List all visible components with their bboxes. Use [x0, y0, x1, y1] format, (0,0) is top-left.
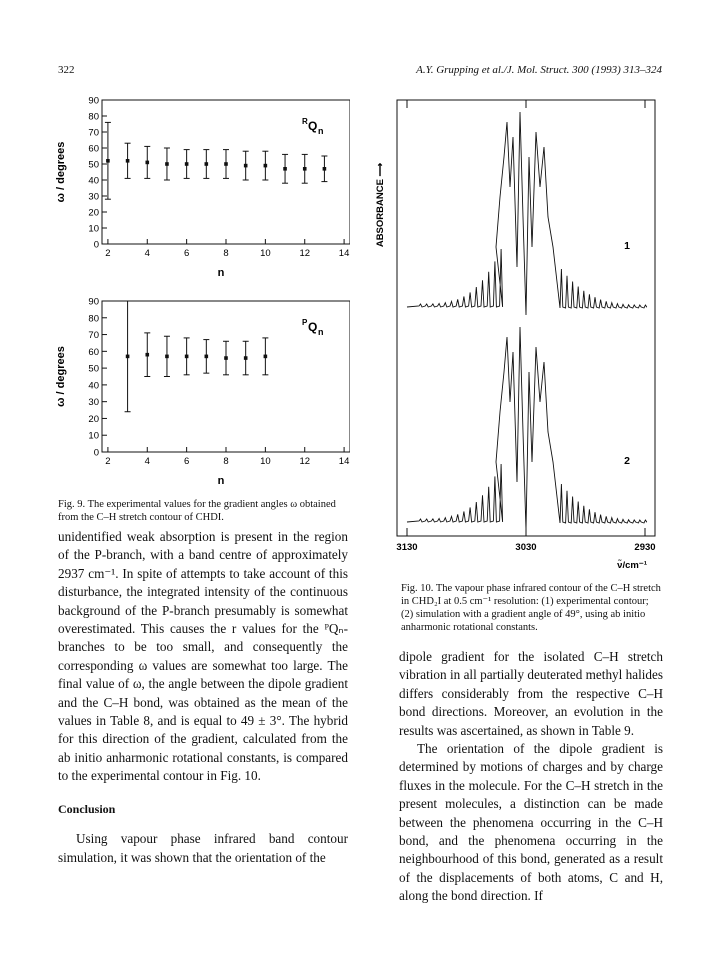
conclusion-heading: Conclusion	[58, 801, 116, 816]
y-tick-label: 10	[88, 430, 99, 442]
fig9-caption: Fig. 9. The experimental values for the gradient angles ω obtained from the C–H stretch contour of CHDI.	[58, 499, 336, 523]
x-tick-label: 3030	[515, 542, 537, 553]
data-point	[106, 159, 110, 163]
spectrum-experimental	[407, 112, 647, 315]
x-tick-label: 14	[338, 248, 350, 259]
y-tick-label: 80	[88, 313, 99, 325]
y-tick-label: 0	[93, 239, 99, 251]
plot-p-branch	[55, 297, 350, 488]
data-point	[283, 167, 287, 171]
spectrum-simulated	[407, 327, 647, 530]
right-body-text	[399, 648, 663, 906]
spectra-frame	[397, 100, 655, 536]
x-tick-label: 8	[223, 248, 229, 259]
y-tick-label: 90	[88, 296, 99, 308]
data-point	[205, 355, 209, 359]
page-number: 322	[58, 64, 75, 76]
x-tick-label: 2930	[634, 542, 656, 553]
y-tick-label: 20	[88, 413, 99, 425]
branch-label-sub: n	[318, 126, 324, 136]
spectrum-simulated-label: 2	[624, 455, 630, 467]
y-axis-label: ABSORBANCE ⟶	[375, 162, 386, 248]
running-head: A.Y. Grupping et al./J. Mol. Struct. 300 (1993) 313–324	[416, 64, 662, 76]
y-tick-label: 70	[88, 330, 99, 342]
right-paragraph-1: dipole gradient for the isolated C–H stretch vibration in all partially deuterated methyl halides differs considerably from the respective C–H bond directions. Moreover, an evolution in the results was ascertained, as shown in Table 9.	[399, 649, 663, 738]
x-tick-label: 3130	[396, 542, 418, 553]
x-axis-label: n	[217, 475, 225, 487]
x-tick-label: 6	[183, 456, 190, 467]
branch-label-sup: R	[302, 117, 308, 126]
y-tick-label: 90	[88, 95, 99, 107]
data-point	[244, 164, 248, 168]
figure-9	[50, 85, 350, 495]
data-point	[126, 355, 130, 359]
y-tick-label: 40	[88, 175, 99, 187]
data-point	[264, 355, 268, 359]
x-tick-label: 14	[338, 456, 350, 467]
y-tick-label: 50	[88, 159, 99, 171]
x-tick-label: 10	[260, 248, 271, 259]
y-tick-label: 0	[93, 447, 99, 459]
data-point	[244, 356, 248, 360]
x-tick-label: 10	[260, 456, 271, 467]
y-tick-label: 10	[88, 223, 99, 235]
branch-label-sup: P	[302, 318, 308, 327]
data-point	[126, 159, 130, 163]
y-tick-label: 60	[88, 346, 99, 358]
spectrum-experimental-label: 1	[624, 240, 630, 252]
left-paragraph: unidentified weak absorption is present in the region of the P-branch, with a band centre of approximately 2937 cm⁻¹. In spite of attempts to take account of this disturbance, the integrated intensity of the continuous background of the P-branch presumably is somewhat overestimated. This causes the r values for the ᴾQₙ-branches to be too small, and consequently the corresponding ω values are somewhat too large. The final value of ω, the angle between the dipole gradient and the C–H bond, was obtained as the mean of the values in Table 8, and is equal to 49 ± 3°. The hybrid for this direction of the gradient, calculated from the ab initio anharmonic rotational constants, is compared to the experimental contour in Fig. 10.	[58, 529, 348, 784]
y-axis-label: ω / degrees	[55, 346, 67, 407]
y-tick-label: 40	[88, 380, 99, 392]
y-axis-label: ω / degrees	[55, 141, 67, 203]
x-tick-label: 12	[299, 248, 311, 259]
x-axis-label: n	[217, 267, 225, 279]
spectra-plot	[375, 100, 656, 571]
data-point	[205, 162, 209, 166]
data-point	[145, 353, 149, 357]
data-point	[185, 162, 189, 166]
data-point	[165, 162, 169, 166]
data-point	[323, 167, 327, 171]
branch-label-sub: n	[318, 327, 324, 337]
x-axis-label: ν̃/cm⁻¹	[617, 560, 647, 571]
data-point	[165, 355, 169, 359]
y-tick-label: 30	[88, 397, 99, 409]
x-tick-label: 6	[183, 248, 190, 259]
data-point	[145, 161, 149, 165]
left-body-text	[58, 528, 348, 867]
y-tick-label: 20	[88, 207, 99, 219]
y-tick-label: 70	[88, 127, 99, 139]
figure-10	[365, 88, 665, 578]
y-tick-label: 50	[88, 363, 99, 375]
branch-label-main: Q	[308, 119, 318, 133]
x-tick-label: 12	[299, 456, 311, 467]
data-point	[303, 167, 307, 171]
fig10-caption: Fig. 10. The vapour phase infrared contour of the C–H stretch in CHD₂I at 0.5 cm⁻¹ resolution: (1) experimental contour; (2) simulation with a gradient angle of 49°, using ab initio anharmonic rotational constants.	[401, 583, 661, 633]
data-point	[224, 162, 228, 166]
y-tick-label: 60	[88, 143, 99, 155]
x-tick-label: 4	[144, 456, 150, 467]
y-tick-label: 80	[88, 111, 99, 123]
plot-r-branch	[55, 96, 350, 280]
data-point	[224, 356, 228, 360]
x-tick-label: 8	[223, 456, 229, 467]
conclusion-paragraph: Using vapour phase infrared band contour simulation, it was shown that the orientation of the	[58, 831, 348, 865]
x-tick-label: 2	[105, 248, 111, 259]
data-point	[264, 164, 268, 168]
data-point	[185, 355, 189, 359]
x-tick-label: 2	[105, 456, 111, 467]
branch-label-main: Q	[308, 320, 318, 334]
x-tick-label: 4	[144, 248, 150, 259]
right-paragraph-2: The orientation of the dipole gradient is determined by motions of charges and by charge fluxes in the molecule. For the C–H stretch in the present molecules, a distinction can be made between the phenomena occurring in the C–H bond, and the phenomena occurring in the neighbourhood of this bond, generated as a result of the displacements of both atoms, C and H, along the bond direction. If	[399, 741, 663, 904]
y-tick-label: 30	[88, 191, 99, 203]
